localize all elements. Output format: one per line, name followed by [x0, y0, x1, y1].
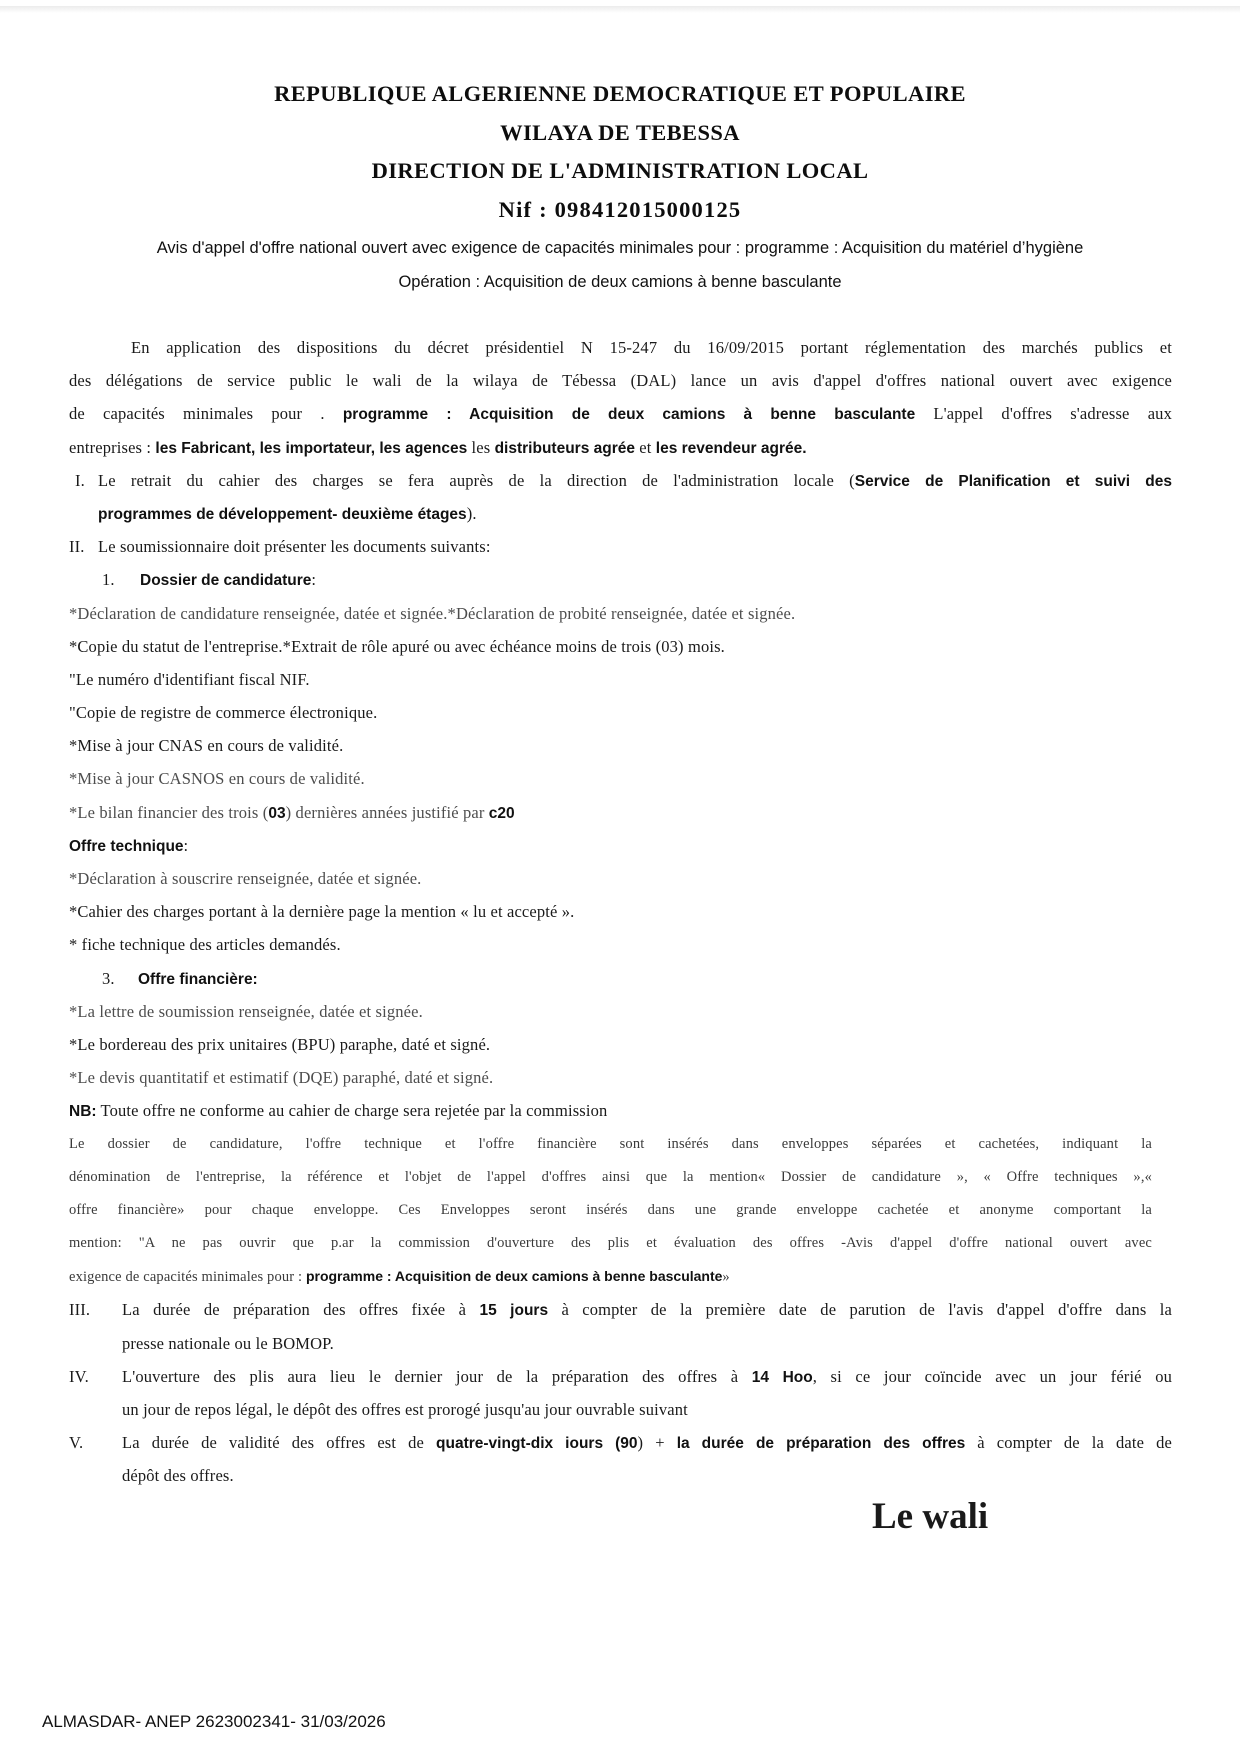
financiere-item: *Le devis quantitatif et estimatif (DQE) paraphé, daté et signé. [69, 1068, 494, 1088]
bold-text-run: 15 jours [479, 1302, 549, 1320]
envelope-line: dénomination de l'entreprise, la référence et l'objet de l'appel d'offres ainsi que la mention« Dossier de candidature », « Offre techniques »,« [69, 1168, 1152, 1185]
text-run: entreprises : [69, 437, 156, 457]
text-run: les [467, 437, 495, 457]
section-4-line: un jour de repos légal, le dépôt des offres est prorogé jusqu'au jour ouvrable suivant [122, 1400, 688, 1419]
text-run: ) dernières années justifié par [285, 802, 489, 822]
text-run: » [722, 1269, 730, 1286]
notice-subject [0, 231, 1240, 299]
text-run: ) + [637, 1433, 677, 1453]
text-run: ). [466, 503, 477, 523]
subsection-marker: 1. [102, 570, 115, 590]
technique-item: *Déclaration à souscrire renseignée, datée et signée. [69, 869, 422, 888]
dossier-item: *Déclaration de candidature renseignée, datée et signée.*Déclaration de probité renseignée, datée et signée. [69, 603, 796, 623]
section-3 [69, 1293, 1172, 1326]
text-run: L'ouverture des plis aura lieu le dernier jour de la préparation des offres à [122, 1366, 752, 1386]
text-run: : [183, 835, 189, 855]
notice-body [69, 331, 1172, 1493]
dossier-item: *Mise à jour CNAS en cours de validité. [69, 736, 344, 756]
section-marker: V. [69, 1433, 84, 1453]
bold-text-run: les Fabricant, [155, 439, 256, 457]
wilaya-heading: WILAYA DE TEBESSA [500, 119, 740, 145]
text-run: Toute offre ne conforme au cahier de charge sera rejetée par la commission [96, 1101, 608, 1121]
text-run: : [311, 570, 317, 590]
publication-footer: ALMASDAR- ANEP 2623002341- 31/03/2026 [42, 1712, 386, 1731]
bold-text-run: quatre-vingt-dix iours (90 [436, 1435, 638, 1453]
text-run: Le retrait du cahier des charges se fera auprès de la direction de l'administration locale ( [98, 470, 855, 490]
bold-text-run: distributeurs agrée [494, 439, 635, 457]
intro-line: En application des dispositions du décret présidentiel N 15-247 du 16/09/2015 portant réglementation des marchés publics et [131, 338, 1172, 357]
intro-line [69, 397, 1172, 430]
section-marker: III. [69, 1300, 91, 1320]
text-run: à compter de la première date de parution de l'avis d'appel d'offre dans la [548, 1300, 1172, 1320]
financiere-item: *Le bordereau des prix unitaires (BPU) paraphe, daté et signé. [69, 1034, 491, 1054]
section-marker: IV. [69, 1366, 89, 1386]
direction-heading: DIRECTION DE L'ADMINISTRATION LOCAL [371, 158, 869, 184]
bold-text-run: programme : Acquisition de deux camions à benne basculante [342, 406, 916, 424]
tender-title: Avis d'appel d'offre national ouvert avec exigence de capacités minimales pour : programme : Acquisition du matériel d’hygiène [156, 239, 1084, 257]
technique-item: *Cahier des charges portant à la dernière page la mention « lu et accepté ». [69, 902, 575, 922]
envelope-line [69, 1260, 1172, 1293]
subsection-marker: 3. [102, 968, 115, 988]
dossier-item: *Mise à jour CASNOS en cours de validité. [69, 769, 365, 789]
dossier-item: "Copie de registre de commerce électronique. [69, 703, 378, 723]
bold-text-run: Service de Planification et suivi des [854, 472, 1172, 490]
section-2-text: Le soumissionnaire doit présenter les documents suivants: [98, 537, 491, 557]
section-1-line [69, 497, 1172, 530]
bold-text-run: 03 [268, 804, 286, 822]
bold-text-run: NB: [69, 1103, 97, 1121]
section-4-line [122, 1360, 1172, 1393]
text-run: de capacités minimales pour . [69, 404, 343, 424]
section-marker: I. [75, 470, 85, 490]
text-run: *Le bilan financier des trois ( [69, 802, 269, 822]
text-run: à compter de la date de [965, 1433, 1173, 1453]
section-5-line [122, 1426, 1172, 1459]
bold-text-run: 14 Hoo [751, 1368, 813, 1386]
envelope-line: mention: "A ne pas ouvrir que p.ar la commission d'ouverture des plis et évaluation des offres -Avis d'appel d'offre national ouvert avec [69, 1235, 1152, 1252]
dossier-item: "Le numéro d'identifiant fiscal NIF. [69, 669, 310, 689]
letterhead [0, 75, 1240, 230]
dossier-title [140, 563, 1172, 596]
nb-note [69, 1094, 1172, 1127]
text-run: exigence de capacités minimales pour : [69, 1269, 306, 1286]
bold-text-run: Offre technique [69, 837, 184, 855]
section-3-line: presse nationale ou le BOMOP. [122, 1333, 334, 1353]
financiere-title [138, 962, 1172, 995]
section-5-line: dépôt des offres. [122, 1466, 234, 1486]
envelope-line: Le dossier de candidature, l'offre technique et l'offre financière sont insérés dans enveloppes séparées et cachetées, indiquant la [69, 1135, 1152, 1152]
dossier-heading [69, 563, 1172, 596]
section-1-line [98, 464, 1172, 497]
envelope-line: offre financière» pour chaque enveloppe. Ces Enveloppes seront insérés dans une grande enveloppe cachetée et anonyme comportant la [69, 1201, 1152, 1218]
bold-text-run: la durée de préparation des offres [676, 1435, 966, 1453]
dossier-item: *Copie du statut de l'entreprise.*Extrait de rôle apuré ou avec échéance moins de trois (03) mois. [69, 636, 725, 656]
nif-number: Nif : 098412015000125 [498, 197, 742, 223]
scan-edge-shadow [0, 6, 1240, 13]
section-3-line [122, 1293, 1172, 1326]
text-run: et [635, 437, 656, 457]
bold-text-run: programme : Acquisition de deux camions à benne basculante [305, 1268, 723, 1285]
bold-text-run: les revendeur agrée. [655, 439, 807, 457]
text-run: L'appel d'offres s'adresse aux [915, 404, 1172, 424]
financiere-item: *La lettre de soumission renseignée, datée et signée. [69, 1001, 423, 1021]
republic-heading: REPUBLIQUE ALGERIENNE DEMOCRATIQUE ET POPULAIRE [274, 81, 966, 106]
technique-title [69, 829, 1172, 862]
financiere-heading [69, 962, 1172, 995]
bold-text-run: Dossier de candidature [140, 572, 312, 590]
technique-item: * fiche technique des articles demandés. [69, 935, 341, 955]
intro-line [69, 431, 1172, 464]
signature: Le wali [872, 1496, 989, 1537]
bold-text-run: les agences [379, 439, 468, 457]
section-5 [69, 1426, 1172, 1459]
operation-title: Opération : Acquisition de deux camions à benne basculante [398, 273, 842, 291]
bold-text-run: programmes de développement- deuxième étages [98, 505, 467, 523]
bold-text-run: Offre financière: [138, 970, 258, 988]
text-run: La durée de validité des offres est de [122, 1433, 437, 1453]
text-run: La durée de préparation des offres fixée à [122, 1300, 480, 1320]
bold-text-run: les importateur, [259, 439, 376, 457]
section-marker: II. [69, 537, 85, 557]
dossier-item [69, 796, 1172, 829]
section-4 [69, 1360, 1172, 1393]
text-run: , si ce jour coïncide avec un jour férié ou [812, 1366, 1172, 1386]
section-1 [69, 464, 1172, 497]
bold-text-run: c20 [488, 804, 515, 822]
section-2 [69, 530, 1172, 563]
intro-line: des délégations de service public le wali de la wilaya de Tébessa (DAL) lance un avis d'appel d'offres national ouvert avec exigence [69, 371, 1172, 391]
